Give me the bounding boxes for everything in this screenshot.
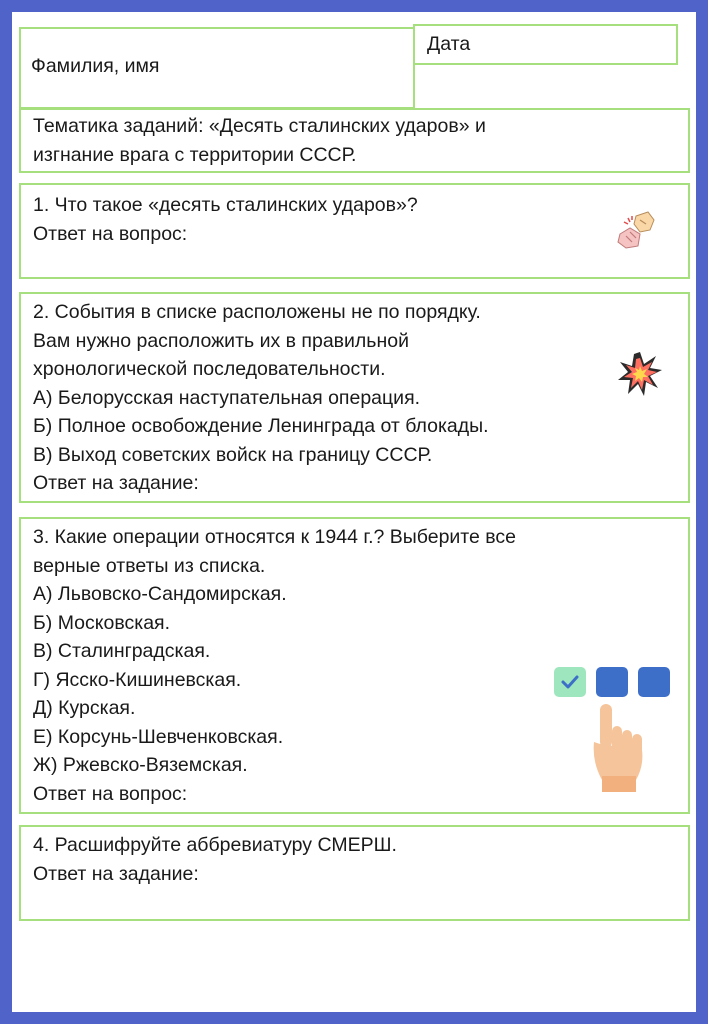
name-field[interactable] bbox=[19, 27, 415, 109]
question-2-text: хронологической последовательности. bbox=[33, 358, 386, 380]
option-item: В) Сталинградская. bbox=[33, 640, 211, 662]
answer-label: Ответ на вопрос: bbox=[33, 222, 188, 245]
answer-label: Ответ на задание: bbox=[33, 472, 199, 494]
topic-line: изгнание врага с территории СССР. bbox=[33, 143, 357, 166]
option-item: Б) Московская. bbox=[33, 611, 171, 634]
option-item: Ж) Ржевско-Вяземская. bbox=[33, 754, 248, 776]
name-label: Фамилия, имя bbox=[31, 55, 160, 77]
question-4-text: 4. Расшифруйте аббревиатуру СМЕРШ. bbox=[33, 834, 397, 856]
worksheet bbox=[12, 12, 696, 1012]
option-item: А) Белорусская наступательная операция. bbox=[33, 386, 421, 409]
answer-label: Ответ на задание: bbox=[33, 862, 199, 885]
question-2-text: 2. События в списке расположены не по порядку. bbox=[33, 301, 481, 323]
question-4-box bbox=[19, 825, 690, 921]
answer-label: Ответ на вопрос: bbox=[33, 782, 188, 805]
question-1-text: 1. Что такое «десять сталинских ударов»? bbox=[33, 194, 418, 216]
option-item: В) Выход советских войск на границу СССР. bbox=[33, 443, 433, 466]
date-label: Дата bbox=[427, 33, 471, 55]
option-item: А) Львовско-Сандомирская. bbox=[33, 583, 287, 605]
question-3-text: 3. Какие операции относятся к 1944 г.? Выберите все bbox=[33, 526, 517, 548]
topic-box bbox=[19, 108, 690, 173]
pointing-hand-icon bbox=[590, 702, 644, 794]
question-1-box bbox=[19, 183, 690, 279]
option-item: Е) Корсунь-Шевченковская. bbox=[33, 725, 284, 748]
fist-bump-icon bbox=[614, 208, 660, 254]
question-3-text: верные ответы из списка. bbox=[33, 554, 266, 577]
explosion-icon bbox=[616, 350, 664, 398]
question-2-box bbox=[19, 292, 690, 503]
option-item: Г) Ясско-Кишиневская. bbox=[33, 668, 242, 691]
topic-line: Тематика заданий: «Десять сталинских ударов» и bbox=[33, 115, 486, 137]
option-item: Б) Полное освобождение Ленинграда от блокады. bbox=[33, 415, 489, 437]
checkbox-row-icon bbox=[552, 664, 672, 700]
option-item: Д) Курская. bbox=[33, 697, 136, 719]
question-2-text: Вам нужно расположить их в правильной bbox=[33, 329, 409, 352]
date-field[interactable] bbox=[413, 24, 678, 65]
